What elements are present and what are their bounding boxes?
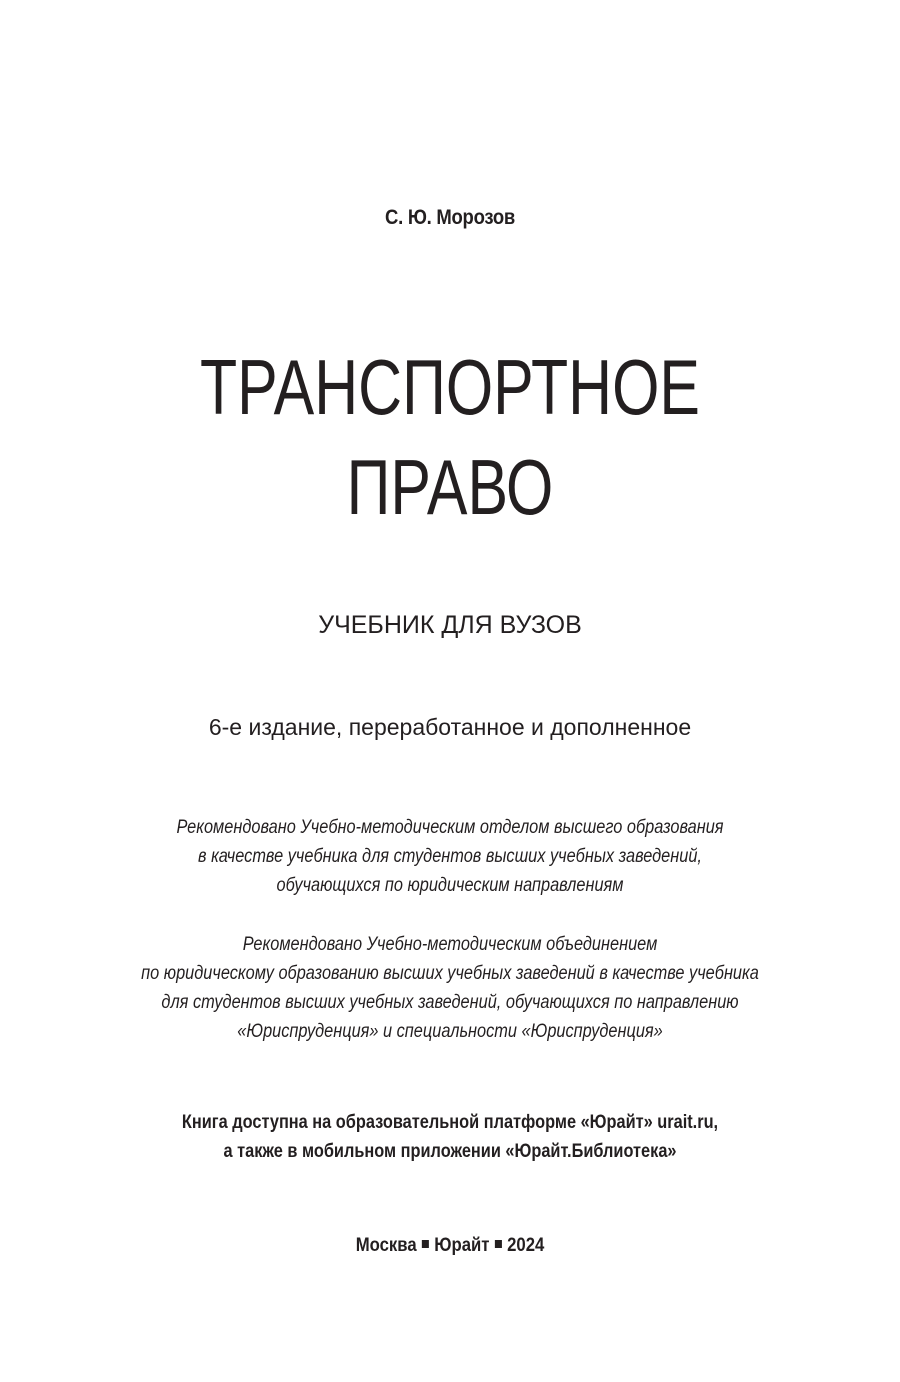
imprint-city: Москва xyxy=(355,1235,417,1256)
book-title-line-2: ПРАВО xyxy=(346,443,554,531)
square-separator-icon xyxy=(495,1240,502,1248)
recommendation-2-line: Рекомендовано Учебно-методическим объединением xyxy=(242,934,658,955)
recommendation-1-line: Рекомендовано Учебно-методическим отделом высшего образования xyxy=(176,817,724,838)
availability-line: Книга доступна на образовательной платформе «Юрайт» urait.ru, xyxy=(181,1112,719,1133)
book-title-line-1: ТРАНСПОРТНОЕ xyxy=(199,343,701,431)
recommendation-2-line: «Юриспруденция» и специальности «Юриспруденция» xyxy=(237,1021,663,1042)
square-separator-icon xyxy=(422,1240,429,1248)
imprint xyxy=(54,1235,846,1257)
recommendation-2-line: для студентов высших учебных заведений, обучающихся по направлению xyxy=(161,992,739,1013)
imprint-year: 2024 xyxy=(507,1235,545,1256)
author-name: С. Ю. Морозов xyxy=(385,206,515,229)
book-subtitle: УЧЕБНИК ДЛЯ ВУЗОВ xyxy=(318,611,582,639)
recommendation-1-line: в качестве учебника для студентов высших учебных заведений, xyxy=(198,846,702,867)
recommendation-block-2 xyxy=(63,930,837,1046)
edition-note: 6-е издание, переработанное и дополненное xyxy=(208,714,692,740)
availability-note xyxy=(63,1108,837,1166)
availability-line: а также в мобильном приложении «Юрайт.Библиотека» xyxy=(223,1141,677,1162)
recommendation-2-line: по юридическому образованию высших учебных заведений в качестве учебника xyxy=(141,963,759,984)
imprint-publisher: Юрайт xyxy=(434,1235,490,1256)
recommendation-1-line: обучающихся по юридическим направлениям xyxy=(276,875,624,896)
recommendation-block-1 xyxy=(63,813,837,900)
